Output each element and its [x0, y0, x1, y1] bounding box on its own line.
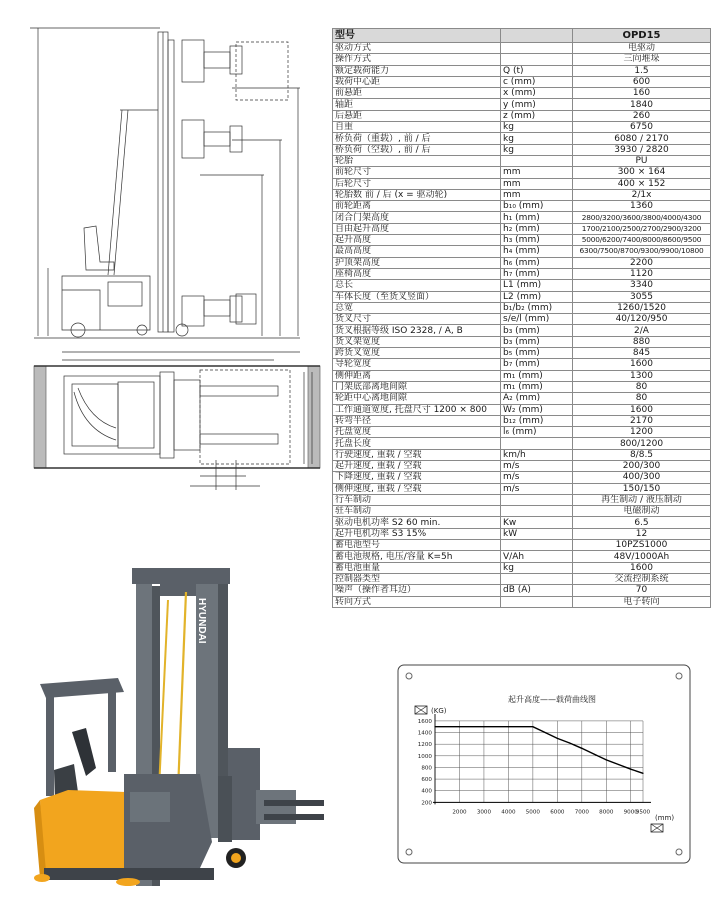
- spec-row: [333, 268, 711, 279]
- spec-label: 护顶架高度: [333, 257, 501, 268]
- spec-unit: kg: [501, 133, 573, 144]
- load-curve-point: [508, 726, 509, 727]
- x-tick-label: 9000: [623, 809, 638, 816]
- x-tick-label: 4000: [501, 809, 516, 816]
- spec-row: [333, 110, 711, 121]
- spec-row: [333, 246, 711, 257]
- spec-row: [333, 573, 711, 584]
- spec-row: [333, 381, 711, 392]
- spec-row: [333, 43, 711, 54]
- spec-value: 1200: [573, 427, 711, 438]
- spec-value: 2170: [573, 415, 711, 426]
- spec-label: 后悬距: [333, 110, 501, 121]
- spec-value: 电子转向: [573, 596, 711, 607]
- spec-row: [333, 155, 711, 166]
- spec-row: [333, 460, 711, 471]
- load-curve-point: [557, 738, 558, 739]
- spec-unit: m₁ (mm): [501, 381, 573, 392]
- spec-label: 转弯半径: [333, 415, 501, 426]
- spec-label: 侧伸速度, 重载 / 空载: [333, 483, 501, 494]
- spec-row: [333, 404, 711, 415]
- spec-label: 行车制动: [333, 494, 501, 505]
- spec-unit: mm: [501, 178, 573, 189]
- spec-unit: V/Ah: [501, 551, 573, 562]
- spec-unit: m₁ (mm): [501, 370, 573, 381]
- spec-label: 驻车制动: [333, 506, 501, 517]
- spec-row: [333, 370, 711, 381]
- spec-label: 控制器类型: [333, 573, 501, 584]
- spec-row: [333, 189, 711, 200]
- spec-table-container: [332, 28, 710, 608]
- load-curve-point: [581, 748, 582, 749]
- spec-label: 托盘长度: [333, 438, 501, 449]
- spec-label: 总长: [333, 280, 501, 291]
- spec-value: 845: [573, 348, 711, 359]
- spec-label: 轮胎: [333, 155, 501, 166]
- spec-row: [333, 223, 711, 234]
- spec-unit: m/s: [501, 460, 573, 471]
- spec-unit: h₄ (mm): [501, 246, 573, 257]
- spec-unit: kg: [501, 144, 573, 155]
- spec-unit: h₇ (mm): [501, 268, 573, 279]
- spec-label: 驱动电机功率 S2 60 min.: [333, 517, 501, 528]
- spec-label: 总宽: [333, 302, 501, 313]
- x-tick-label: 5000: [525, 809, 541, 816]
- spec-label: 闭合门架高度: [333, 212, 501, 223]
- spec-unit: kg: [501, 562, 573, 573]
- spec-row: [333, 336, 711, 347]
- top-view-drawing: [34, 352, 320, 490]
- spec-value: 400/300: [573, 472, 711, 483]
- spec-row: [333, 257, 711, 268]
- spec-unit: b₁₂ (mm): [501, 415, 573, 426]
- spec-value: 6080 / 2170: [573, 133, 711, 144]
- spec-label: 工作通道宽度, 托盘尺寸 1200 × 800: [333, 404, 501, 415]
- spec-unit: y (mm): [501, 99, 573, 110]
- spec-unit: [501, 494, 573, 505]
- spec-unit: h₂ (mm): [501, 223, 573, 234]
- spec-row: [333, 427, 711, 438]
- load-curve-point: [606, 759, 607, 760]
- x-tick-label: 8000: [599, 809, 614, 816]
- spec-value: 10PZS1000: [573, 540, 711, 551]
- load-curve-point: [532, 726, 533, 727]
- spec-label: 桥负荷（重载）, 前 / 后: [333, 133, 501, 144]
- spec-unit: mm: [501, 167, 573, 178]
- spec-label: 货叉架宽度: [333, 336, 501, 347]
- spec-unit: b₃ (mm): [501, 336, 573, 347]
- spec-value: 2/1x: [573, 189, 711, 200]
- spec-label: 前轮距离: [333, 201, 501, 212]
- brand-label: HYUNDAI: [196, 598, 207, 644]
- load-curve-point: [593, 753, 594, 754]
- spec-value: 260: [573, 110, 711, 121]
- spec-value: 48V/1000Ah: [573, 551, 711, 562]
- spec-row: [333, 291, 711, 302]
- spec-row: [333, 596, 711, 607]
- spec-label: 额定载荷能力: [333, 65, 501, 76]
- spec-unit: L1 (mm): [501, 280, 573, 291]
- spec-value: 80: [573, 381, 711, 392]
- spec-value: 12: [573, 528, 711, 539]
- spec-label: 座椅高度: [333, 268, 501, 279]
- load-curve-point: [459, 726, 460, 727]
- spec-value: 6750: [573, 122, 711, 133]
- load-curve-point: [569, 742, 570, 743]
- spec-unit: c (mm): [501, 76, 573, 87]
- spec-label: 前悬距: [333, 88, 501, 99]
- spec-row: [333, 302, 711, 313]
- spec-value: 电驱动: [573, 43, 711, 54]
- spec-unit: Kw: [501, 517, 573, 528]
- spec-unit: b₁₀ (mm): [501, 201, 573, 212]
- spec-label: 轮距中心离地间隙: [333, 393, 501, 404]
- load-curve-point: [545, 732, 546, 733]
- load-curve-chart: [397, 664, 691, 864]
- spec-unit: L2 (mm): [501, 291, 573, 302]
- spec-table: [332, 28, 711, 608]
- spec-value: 1120: [573, 268, 711, 279]
- spec-label: 蓄电池重量: [333, 562, 501, 573]
- spec-header-unit: [501, 29, 573, 43]
- spec-row: [333, 551, 711, 562]
- spec-row: [333, 280, 711, 291]
- spec-row: [333, 178, 711, 189]
- x-tick-label: 6000: [550, 809, 565, 816]
- spec-label: 桥负荷（空载）, 前 / 后: [333, 144, 501, 155]
- chart-ylabel: (KG): [431, 707, 447, 715]
- chart-xlabel: (mm): [655, 814, 675, 822]
- spec-unit: kW: [501, 528, 573, 539]
- spec-unit: [501, 155, 573, 166]
- spec-value: 80: [573, 393, 711, 404]
- spec-row: [333, 540, 711, 551]
- x-tick-label: 7000: [574, 809, 589, 816]
- spec-unit: [501, 506, 573, 517]
- spec-unit: [501, 540, 573, 551]
- spec-unit: h₃ (mm): [501, 235, 573, 246]
- spec-value: 1260/1520: [573, 302, 711, 313]
- spec-unit: [501, 596, 573, 607]
- load-curve-point: [434, 726, 435, 727]
- spec-row: [333, 517, 711, 528]
- spec-unit: [501, 573, 573, 584]
- spec-unit: b₁/b₂ (mm): [501, 302, 573, 313]
- spec-unit: h₁ (mm): [501, 212, 573, 223]
- spec-label: 轴距: [333, 99, 501, 110]
- spec-label: 后轮尺寸: [333, 178, 501, 189]
- spec-unit: [501, 43, 573, 54]
- spec-value: 2/A: [573, 325, 711, 336]
- spec-row: [333, 314, 711, 325]
- spec-label: 下降速度, 重载 / 空载: [333, 472, 501, 483]
- spec-value: 5000/6200/7400/8000/8600/9500: [573, 235, 711, 246]
- spec-label: 转向方式: [333, 596, 501, 607]
- spec-unit: b₃ (mm): [501, 325, 573, 336]
- spec-row: [333, 99, 711, 110]
- spec-row: [333, 359, 711, 370]
- spec-value: 1600: [573, 404, 711, 415]
- spec-row: [333, 348, 711, 359]
- y-tick-label: 800: [421, 765, 432, 772]
- spec-row: [333, 54, 711, 65]
- spec-value: 800/1200: [573, 438, 711, 449]
- spec-unit: [501, 438, 573, 449]
- spec-label: 门架底部离地间隙: [333, 381, 501, 392]
- spec-value: 再生制动 / 液压制动: [573, 494, 711, 505]
- spec-value: 1600: [573, 359, 711, 370]
- spec-unit: [501, 54, 573, 65]
- spec-row: [333, 449, 711, 460]
- spec-label: 行驶速度, 重载 / 空载: [333, 449, 501, 460]
- spec-value: 3340: [573, 280, 711, 291]
- spec-label: 自重: [333, 122, 501, 133]
- y-tick-label: 1000: [417, 753, 432, 760]
- spec-value: 40/120/950: [573, 314, 711, 325]
- spec-label: 跨货叉宽度: [333, 348, 501, 359]
- spec-label: 侧伸距离: [333, 370, 501, 381]
- spec-unit: m/s: [501, 483, 573, 494]
- spec-value: 1600: [573, 562, 711, 573]
- spec-label: 起升速度, 重载 / 空载: [333, 460, 501, 471]
- spec-row: [333, 494, 711, 505]
- spec-value: 880: [573, 336, 711, 347]
- spec-row: [333, 393, 711, 404]
- spec-label: 托盘宽度: [333, 427, 501, 438]
- spec-unit: dB (A): [501, 585, 573, 596]
- spec-value: 160: [573, 88, 711, 99]
- spec-value: 8/8.5: [573, 449, 711, 460]
- spec-label: 导轮宽度: [333, 359, 501, 370]
- spec-value: PU: [573, 155, 711, 166]
- spec-label: 蓄电池型号: [333, 540, 501, 551]
- spec-row: [333, 483, 711, 494]
- spec-label: 货叉根据等级 ISO 2328, / A, B: [333, 325, 501, 336]
- spec-label: 蓄电池规格, 电压/容量 K=5h: [333, 551, 501, 562]
- x-tick-label: 9500: [635, 809, 651, 816]
- forklift-photo: [34, 568, 324, 886]
- spec-unit: km/h: [501, 449, 573, 460]
- spec-value: 交流控制系统: [573, 573, 711, 584]
- technical-drawings: [0, 0, 330, 917]
- spec-label: 车体长度（至货叉竖面）: [333, 291, 501, 302]
- spec-row: [333, 472, 711, 483]
- spec-label: 起升电机功率 S3 15%: [333, 528, 501, 539]
- spec-row: [333, 122, 711, 133]
- spec-header-model: OPD15: [573, 29, 711, 43]
- chart-title: 起升高度——载荷曲线图: [508, 695, 596, 704]
- spec-value: 3930 / 2820: [573, 144, 711, 155]
- y-tick-label: 1200: [417, 742, 432, 749]
- spec-value: 2200: [573, 257, 711, 268]
- spec-row: [333, 212, 711, 223]
- spec-row: [333, 506, 711, 517]
- spec-row: [333, 201, 711, 212]
- spec-unit: l₆ (mm): [501, 427, 573, 438]
- x-tick-label: 3000: [476, 809, 492, 816]
- spec-unit: x (mm): [501, 88, 573, 99]
- spec-row: [333, 415, 711, 426]
- spec-value: 电磁制动: [573, 506, 711, 517]
- spec-row: [333, 235, 711, 246]
- spec-label: 自由起升高度: [333, 223, 501, 234]
- spec-value: 三向堆垛: [573, 54, 711, 65]
- spec-row: [333, 133, 711, 144]
- spec-value: 1300: [573, 370, 711, 381]
- spec-label: 前轮尺寸: [333, 167, 501, 178]
- spec-unit: Q (t): [501, 65, 573, 76]
- spec-value: 6300/7500/8700/9300/9900/10800: [573, 246, 711, 257]
- spec-row: [333, 144, 711, 155]
- y-tick-label: 400: [421, 788, 432, 795]
- spec-value: 200/300: [573, 460, 711, 471]
- spec-row: [333, 585, 711, 596]
- spec-row: [333, 438, 711, 449]
- spec-header-label: 型号: [333, 29, 501, 43]
- spec-unit: W₂ (mm): [501, 404, 573, 415]
- spec-label: 起升高度: [333, 235, 501, 246]
- spec-unit: z (mm): [501, 110, 573, 121]
- spec-row: [333, 65, 711, 76]
- spec-label: 操作方式: [333, 54, 501, 65]
- spec-row: [333, 528, 711, 539]
- spec-value: 3055: [573, 291, 711, 302]
- spec-value: 1700/2100/2500/2700/2900/3200: [573, 223, 711, 234]
- spec-unit: h₆ (mm): [501, 257, 573, 268]
- y-tick-label: 1600: [417, 718, 432, 725]
- load-curve-point: [642, 773, 643, 774]
- spec-unit: m/s: [501, 472, 573, 483]
- spec-value: 150/150: [573, 483, 711, 494]
- spec-unit: s/e/l (mm): [501, 314, 573, 325]
- spec-row: [333, 167, 711, 178]
- spec-unit: A₂ (mm): [501, 393, 573, 404]
- load-curve-point: [483, 726, 484, 727]
- spec-unit: mm: [501, 189, 573, 200]
- y-tick-label: 600: [421, 777, 432, 784]
- spec-unit: b₇ (mm): [501, 359, 573, 370]
- x-tick-label: 2000: [452, 809, 467, 816]
- spec-value: 2800/3200/3600/3800/4000/4300: [573, 212, 711, 223]
- spec-row: [333, 88, 711, 99]
- spec-row: [333, 325, 711, 336]
- spec-value: 400 × 152: [573, 178, 711, 189]
- spec-table-header: [333, 29, 711, 43]
- spec-unit: b₅ (mm): [501, 348, 573, 359]
- spec-label: 驱动方式: [333, 43, 501, 54]
- spec-label: 货叉尺寸: [333, 314, 501, 325]
- spec-value: 600: [573, 76, 711, 87]
- load-curve-point: [618, 764, 619, 765]
- spec-row: [333, 562, 711, 573]
- spec-value: 300 × 164: [573, 167, 711, 178]
- spec-label: 噪声（操作者耳边）: [333, 585, 501, 596]
- side-view-drawing: [30, 28, 300, 338]
- spec-value: 1840: [573, 99, 711, 110]
- spec-value: 1.5: [573, 65, 711, 76]
- spec-label: 轮胎数 前 / 后 (x = 驱动轮): [333, 189, 501, 200]
- spec-unit: kg: [501, 122, 573, 133]
- spec-value: 1360: [573, 201, 711, 212]
- spec-label: 载荷中心距: [333, 76, 501, 87]
- spec-value: 6.5: [573, 517, 711, 528]
- spec-row: [333, 76, 711, 87]
- load-curve-point: [630, 769, 631, 770]
- spec-label: 最高高度: [333, 246, 501, 257]
- y-tick-label: 200: [421, 800, 432, 807]
- spec-value: 70: [573, 585, 711, 596]
- y-tick-label: 1400: [417, 730, 432, 737]
